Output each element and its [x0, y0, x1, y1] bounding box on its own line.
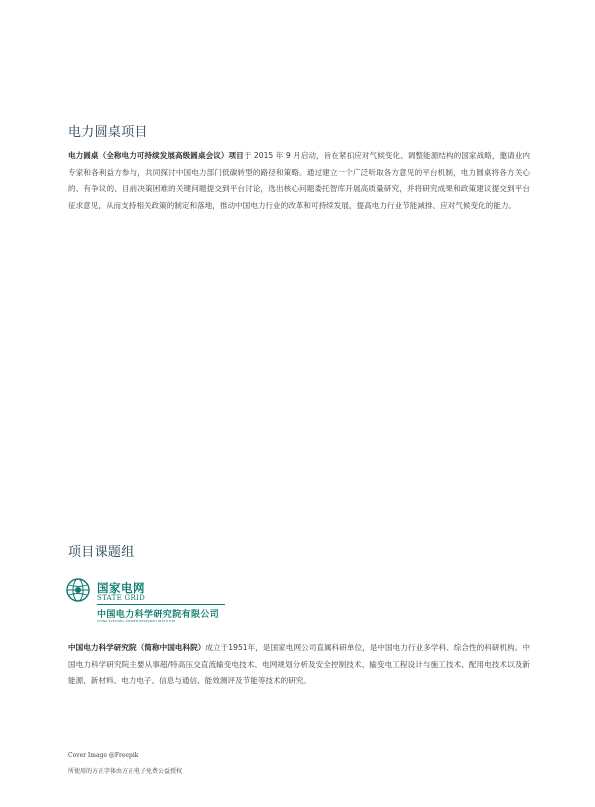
epri-body: 成立于1951年，是国家电网公司直属科研单位，是中国电力行业多学科、综合性的科研机构。中国电力科学研究院主要从事超/特高压交直流输变电技术、电网规划分析及安全控制技术、输变电工程设计与施工技术、配用电技术以及新能源、新材料、电力电子、信息与通信、能效测评及节能等技术的研究。 — [68, 643, 531, 686]
power-roundtable-description — [68, 148, 530, 214]
logo-divider — [97, 604, 225, 605]
power-roundtable-body: 于 2015 年 9 月启动，旨在紧扣应对气候变化、调整能源结构的国家战略，邀请业内专家和各利益方参与，共同探讨中国电力部门低碳转型的路径和策略。通过建立一个广泛听取各方意见的平台机制，电力圆桌将各方关心的、有争议的、目前决策困难的关键问题提交到平台讨论，选出核心问题委托智库开展高质量研究，并将研究成果和政策建议提交到平台征求意见，从而支持相关政策的制定和落地，推动中国电力行业的改革和可持续发展，提高电力行业节能减排、应对气候变化的能力。 — [68, 151, 531, 210]
epri-lead: 中国电力科学研究院（简称中国电科院） — [68, 643, 206, 652]
state-grid-name-cn: 国家电网 — [97, 581, 145, 595]
font-license-note: 所使用的方正字体由方正电子免费公益授权 — [68, 768, 183, 775]
epri-name-cn: 中国电力科学研究院有限公司 — [97, 610, 220, 620]
cover-image-credit: Cover Image @Freepik — [68, 752, 139, 759]
epri-name-en: CHINA ELECTRIC POWER RESEARCH INSTITUTE — [97, 619, 176, 623]
state-grid-globe-icon — [66, 578, 90, 602]
section-title-power-roundtable: 电力圆桌项目 — [68, 125, 148, 140]
state-grid-name-en: STATE GRID — [97, 594, 145, 602]
epri-description — [68, 640, 530, 690]
power-roundtable-lead: 电力圆桌（全称电力可持续发展高级圆桌会议）项目 — [68, 151, 244, 160]
state-grid-epri-logo — [66, 578, 236, 626]
section-title-project-team: 项目课题组 — [68, 545, 135, 560]
